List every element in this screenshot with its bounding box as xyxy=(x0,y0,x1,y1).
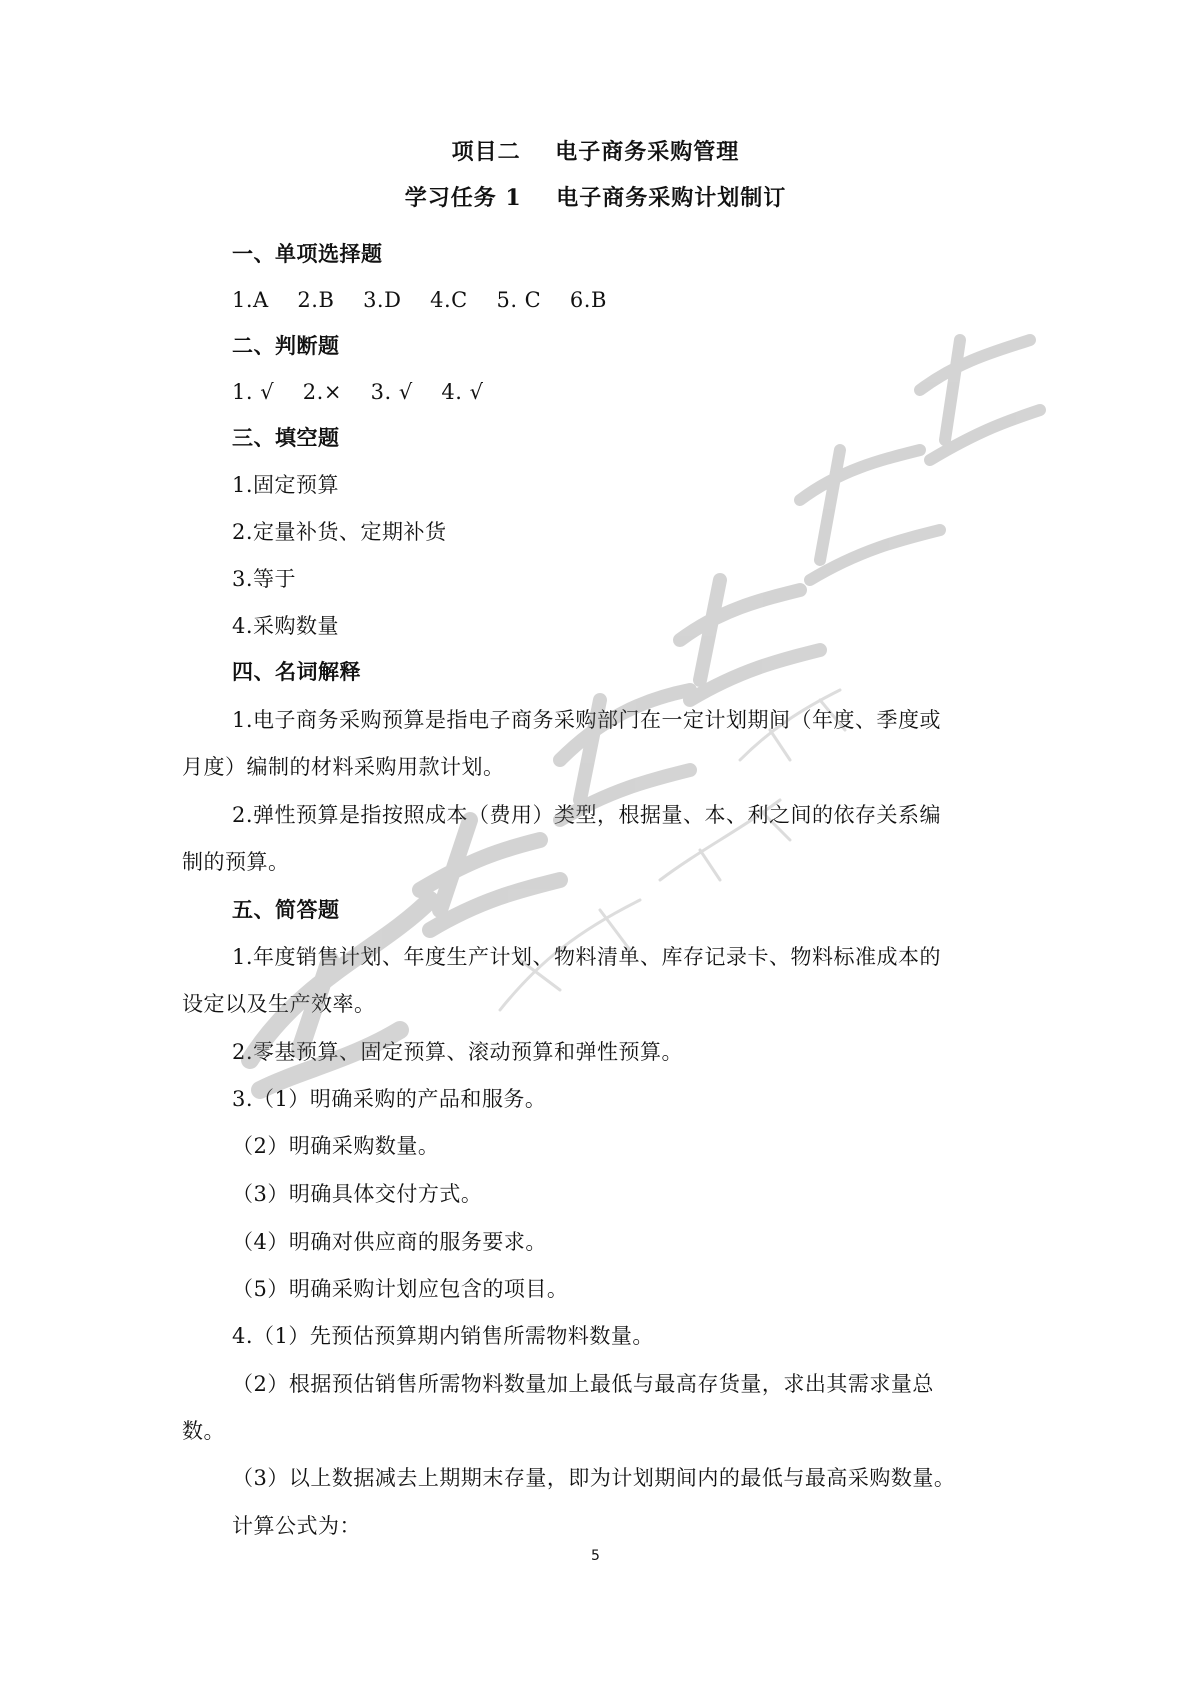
answer-line: 4.（1）先预估预算期内销售所需物料数量。 xyxy=(232,1324,654,1348)
answer-line: 3.（1）明确采购的产品和服务。 xyxy=(232,1087,547,1111)
task-title: 学习任务 1 电子商务采购计划制订 xyxy=(404,185,787,211)
answer-line: （2）明确采购数量。 xyxy=(232,1134,440,1158)
answer-line: 制的预算。 xyxy=(182,850,290,874)
answer-line: （3）明确具体交付方式。 xyxy=(232,1182,483,1206)
answer-line: 2.定量补货、定期补货 xyxy=(232,520,447,544)
answer-line: 数。 xyxy=(182,1419,225,1443)
answer-line: 4.采购数量 xyxy=(232,614,340,638)
answer-line: 1. √ 2.× 3. √ 4. √ xyxy=(232,380,484,404)
answer-line: （4）明确对供应商的服务要求。 xyxy=(232,1230,547,1254)
answer-line: 2.零基预算、固定预算、滚动预算和弹性预算。 xyxy=(232,1040,684,1064)
section-heading-short-answer: 五、简答题 xyxy=(232,897,340,922)
section-heading-true-false: 二、判断题 xyxy=(232,333,340,358)
answer-line: 计算公式为： xyxy=(232,1514,361,1538)
section-heading-fill-blank: 三、填空题 xyxy=(232,425,340,450)
project-title: 项目二 电子商务采购管理 xyxy=(451,139,740,165)
answer-line: 2.弹性预算是指按照成本（费用）类型，根据量、本、利之间的依存关系编 xyxy=(232,803,942,827)
answer-line: 1.年度销售计划、年度生产计划、物料清单、库存记录卡、物料标准成本的 xyxy=(232,945,942,969)
answer-line: （5）明确采购计划应包含的项目。 xyxy=(232,1277,569,1301)
answer-line: 1.固定预算 xyxy=(232,473,340,497)
page-number: 5 xyxy=(591,1548,600,1564)
answer-line: 1.电子商务采购预算是指电子商务采购部门在一定计划期间（年度、季度或 xyxy=(232,708,942,732)
section-heading-single-choice: 一、单项选择题 xyxy=(232,241,383,266)
answer-line: （3）以上数据减去上期期末存量，即为计划期间内的最低与最高采购数量。 xyxy=(232,1466,956,1490)
section-heading-term-explanation: 四、名词解释 xyxy=(232,659,361,684)
answer-line: 月度）编制的材料采购用款计划。 xyxy=(182,755,505,779)
answer-line: 1.A 2.B 3.D 4.C 5. C 6.B xyxy=(232,288,607,312)
answer-line: （2）根据预估销售所需物料数量加上最低与最高存货量，求出其需求量总 xyxy=(232,1372,934,1396)
answer-line: 设定以及生产效率。 xyxy=(182,992,376,1016)
answer-line: 3.等于 xyxy=(232,567,297,591)
